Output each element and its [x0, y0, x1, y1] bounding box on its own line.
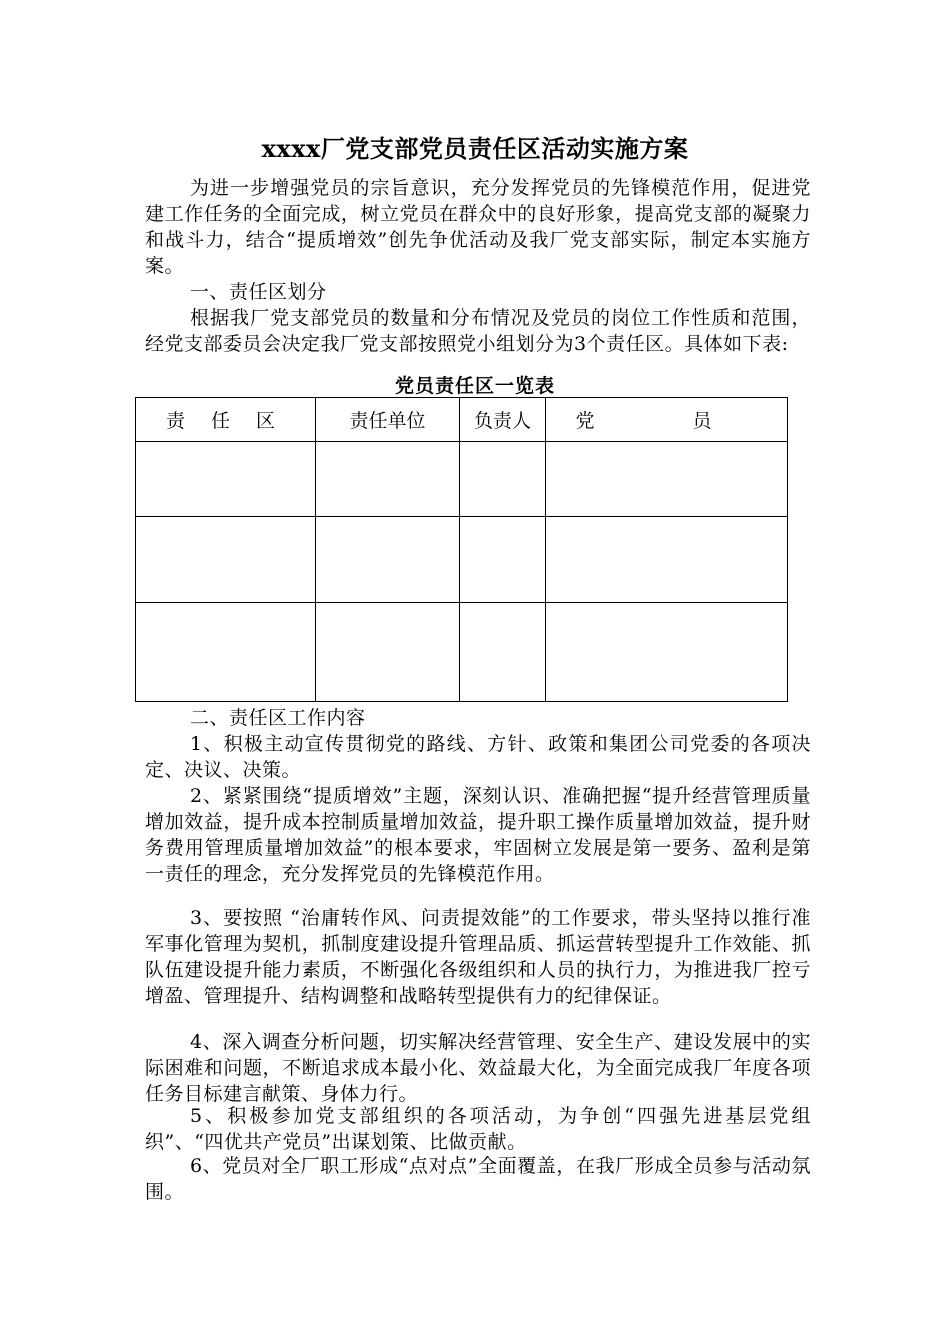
table-cell: [136, 603, 316, 702]
duty-area-table: [135, 397, 788, 702]
table-cell: [316, 517, 460, 603]
table-cell: [460, 517, 546, 603]
table-cell: [546, 603, 788, 702]
section1-body: 根据我厂党支部党员的数量和分布情况及党员的岗位工作性质和范围，经党支部委员会决定我厂党支部按照党小组划分为3个责任区。具体如下表:: [145, 307, 811, 355]
table-header-row: [136, 398, 788, 442]
work-item-3: 3、要按照 “治庸转作风、问责提效能”的工作要求，带头坚持以推行准军事化管理为契机，抓制度建设提升管理品质、抓运营转型提升工作效能、抓队伍建设提升能力素质，不断强化各级组织和人员的执行力，为推进我厂控亏增盈、管理提升、结构调整和战略转型提供有力的纪律保证。: [145, 907, 811, 1007]
table-row: [136, 517, 788, 603]
table-row: [136, 603, 788, 702]
table-caption: 党员责任区一览表: [394, 375, 555, 397]
work-item-5: 5、积极参加党支部组织的各项活动，为争创“四强先进基层党组织”、“四优共产党员”出谋划策、比做贡献。: [145, 1105, 811, 1153]
work-item-4: 4、深入调查分析问题，切实解决经营管理、安全生产、建设发展中的实际困难和问题，不断追求成本最小化、效益最大化，为全面完成我厂年度各项任务目标建言献策、身体力行。: [145, 1031, 811, 1105]
table-cell: [316, 442, 460, 517]
header-duty-area: 责 任 区: [136, 398, 316, 442]
table-cell: [546, 517, 788, 603]
table-cell: [546, 442, 788, 517]
work-item-2: 2、紧紧围绕“提质增效”主题，深刻认识、准确把握“提升经营管理质量增加效益，提升成本控制质量增加效益，提升职工操作质量增加效益，提升财务费用管理质量增加效益”的根本要求，牢固树立发展是第一要务、盈利是第一责任的理念，充分发挥党员的先锋模范作用。: [145, 785, 811, 885]
section2-heading: 二、责任区工作内容: [190, 707, 366, 729]
table-cell: [316, 603, 460, 702]
table-cell: [460, 603, 546, 702]
work-item-1: 1、积极主动宣传贯彻党的路线、方针、政策和集团公司党委的各项决定、决议、决策。: [145, 733, 811, 781]
header-party-members: 党 员: [546, 398, 788, 442]
header-person-in-charge: 负责人: [460, 398, 546, 442]
table-row: [136, 442, 788, 517]
table-cell: [460, 442, 546, 517]
page-title: xxxx厂党支部党员责任区活动实施方案: [261, 134, 689, 163]
header-duty-unit: 责任单位: [316, 398, 460, 442]
intro-paragraph: 为进一步增强党员的宗旨意识，充分发挥党员的先锋模范作用，促进党建工作任务的全面完成，树立党员在群众中的良好形象，提高党支部的凝聚力和战斗力，结合“提质增效”创先争优活动及我厂党支部实际，制定本实施方案。: [145, 177, 811, 277]
work-item-6: 6、党员对全厂职工形成“点对点”全面覆盖，在我厂形成全员参与活动氛围。: [145, 1155, 811, 1203]
section1-heading: 一、责任区划分: [190, 281, 327, 303]
table-cell: [136, 442, 316, 517]
table-cell: [136, 517, 316, 603]
